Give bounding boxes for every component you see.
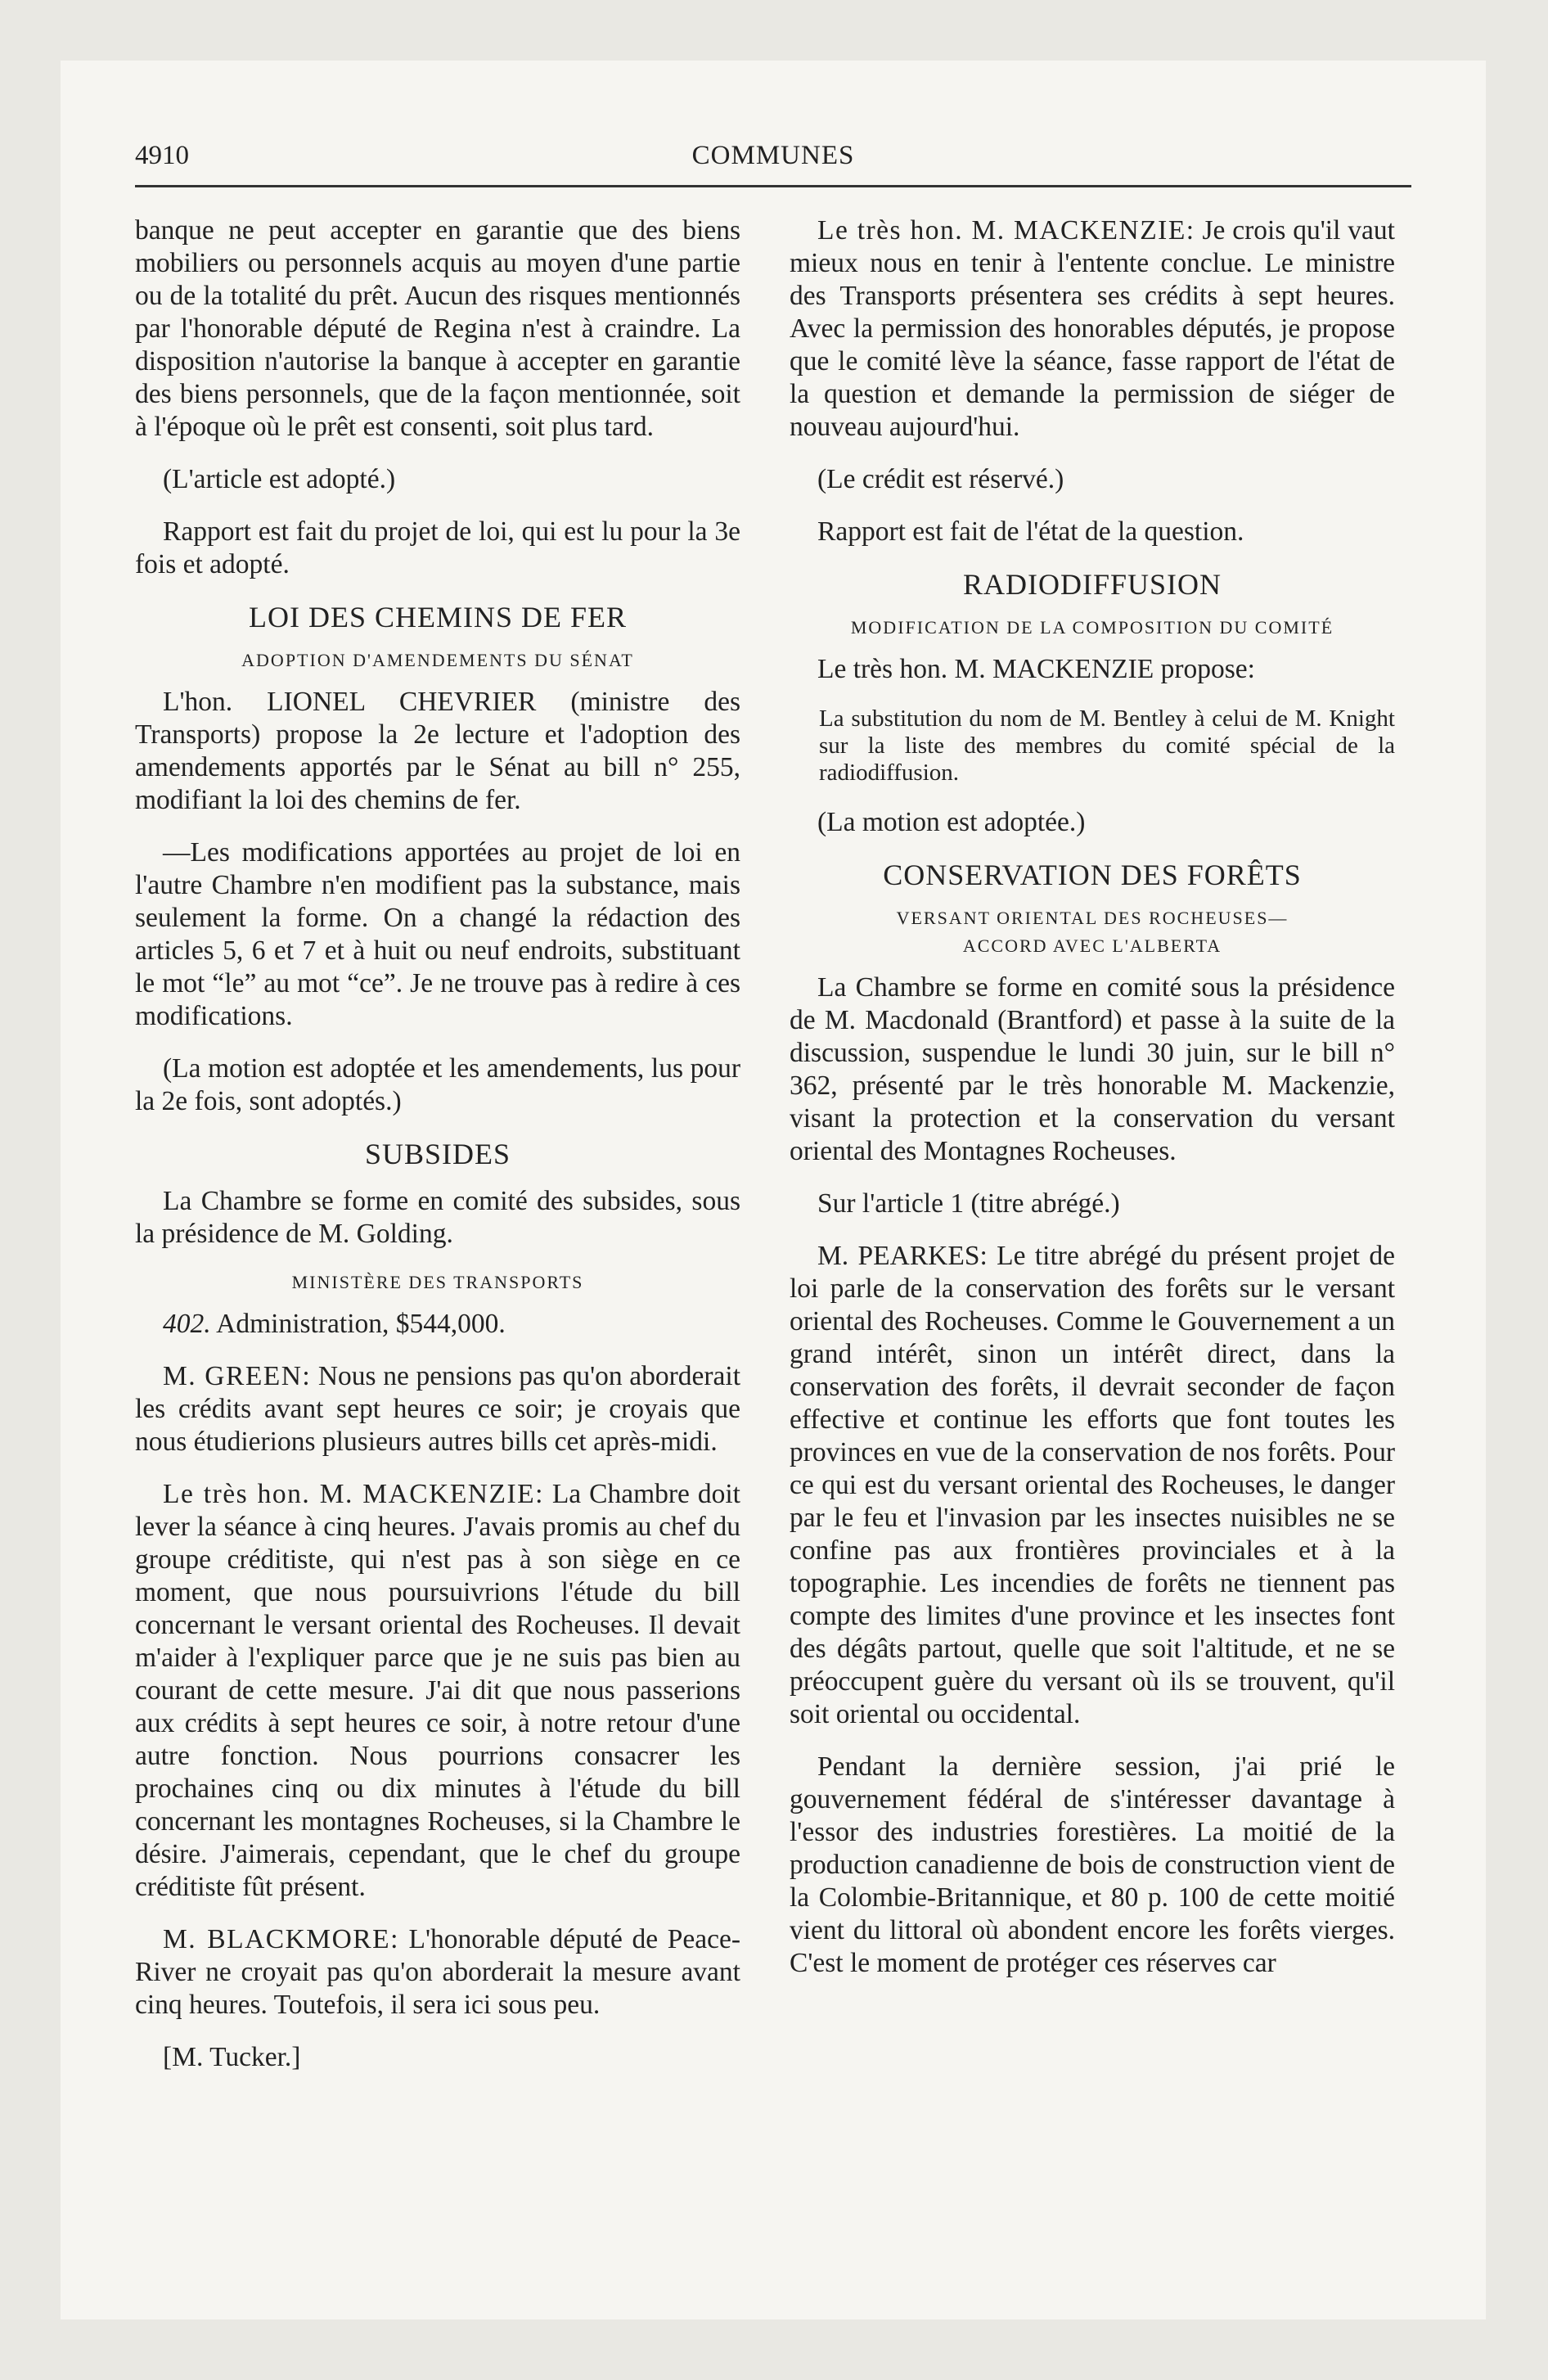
paragraph: La Chambre se forme en comité sous la présidence de M. Macdonald (Brantford) et passe à la suite de la discussion, suspendue le lundi 30 juin, sur le bill n° 362, présenté par le très honorable M. Mackenzie, visant la protection et la conservation du versant oriental des Montagnes Rocheuses.: [790, 972, 1395, 1166]
paragraph: Rapport est fait de l'état de la question.: [817, 516, 1244, 547]
paragraph: banque ne peut accepter en garantie que des biens mobiliers ou personnels acquis au moyen d'une partie ou de la totalité du prêt. Aucun des risques mentionnés par l'honorable député de Regina n'est à craindre. La disposition n'autorise la banque à accepter en garantie des biens personnels, que de la façon mentionnée, soit à l'époque où le prêt est consenti, soit plus tard.: [135, 215, 740, 442]
vote-item: [135, 1308, 740, 1341]
paragraph: Sur l'article 1 (titre abrégé.): [817, 1188, 1120, 1219]
running-title: COMMUNES: [691, 141, 855, 170]
speaker-name: L'hon. LIONEL CHEVRIER: [163, 687, 537, 717]
paragraph: [135, 1923, 740, 2022]
speech-text: La Chambre doit lever la séance à cinq heures. J'avais promis au chef du groupe créditiste, qui n'est pas à son siège en ce moment, que nous poursuivrions l'étude du bill concernant le versant oriental des Rocheuses. Il devait m'aider à l'expliquer parce que je ne suis pas bien au courant de cette mesure. J'ai dit que nous passerions aux crédits à sept heures ce soir, à notre retour d'une autre fonction. Nous pourrions consacrer les prochaines cinq ou dix minutes à l'étude du bill concernant les montagnes Rocheuses, si la Chambre le désire. J'aimerais, cependant, que le chef du groupe créditiste fût présent.: [135, 1479, 740, 1902]
page-number: 4910: [135, 141, 189, 170]
speaker-name: M. GREEN:: [163, 1361, 312, 1391]
section-heading: SUBSIDES: [364, 1138, 511, 1170]
section-subheading: MINISTÈRE DES TRANSPORTS: [291, 1272, 584, 1292]
paragraph: (La motion est adoptée.): [817, 807, 1086, 837]
paragraph: (L'article est adopté.): [163, 464, 396, 494]
speaker-name: M. BLACKMORE:: [163, 1924, 399, 1954]
item-text: Administration, $544,000.: [210, 1309, 506, 1339]
page-header: [135, 136, 1411, 187]
paragraph: Rapport est fait du projet de loi, qui est lu pour la 3e fois et adopté.: [135, 516, 740, 579]
section-heading: LOI DES CHEMINS DE FER: [248, 601, 627, 633]
motion-text: La substitution du nom de M. Bentley à celui de M. Knight sur la liste des membres du comité spécial de la radiodiffusion.: [819, 705, 1395, 786]
section-subheading: MODIFICATION DE LA COMPOSITION DU COMITÉ: [850, 617, 1334, 638]
paragraph: [135, 686, 740, 817]
speaker-name: Le très hon. M. MACKENZIE:: [817, 215, 1195, 246]
speaker-name: M. PEARKES:: [817, 1241, 988, 1271]
speech-text: Le titre abrégé du présent projet de loi parle de la conservation des forêts sur le versant oriental des Rocheuses. Comme le Gouvernement a un grand intérêt, sinon un intérêt direct, dans la conservation des forêts, il devrait seconder de façon effective et continue les efforts que font toutes les provinces en vue de la conservation de nos forêts. Pour ce qui est du versant oriental des Rocheuses, le danger par le feu et l'invasion par les insectes nuisibles ne se confine pas aux frontières provinciales et à la topographie. Les incendies de forêts ne tiennent pas compte des limites d'une province et les insectes font des dégâts partout, quelle que soit l'altitude, et ne se préoccupent guère du versant où ils se trouvent, qu'il soit oriental ou occidental.: [790, 1241, 1395, 1729]
paragraph: [790, 214, 1395, 444]
paragraph: Pendant la dernière session, j'ai prié le gouvernement fédéral de s'intéresser davantage à l'essor des industries forestières. La moitié de la production canadienne de bois de construction vient de la Colombie-Britannique, et 80 p. 100 de cette moitié vient du littoral où abondent encore les forêts vierges. C'est le moment de protéger ces réserves car: [790, 1751, 1395, 1978]
speaker-name: Le très hon. M. MACKENZIE:: [163, 1479, 544, 1509]
speech-text: Nous ne pensions pas qu'on aborderait les crédits avant sept heures ce soir; je croyais que nous étudierions plusieurs autres bills cet après-midi.: [135, 1361, 741, 1457]
speech-text: Je crois qu'il vaut mieux nous en tenir à l'entente conclue. Le ministre des Transports présentera ses crédits à sept heures. Avec la permission des honorables députés, je propose que le comité lève la séance, fasse rapport de l'état de la question et demande la permission de siéger de nouveau aujourd'hui.: [790, 215, 1395, 442]
paragraph: —Les modifications apportées au projet de loi en l'autre Chambre n'en modifient pas la substance, mais seulement la forme. On a changé la rédaction des articles 5, 6 et 7 et à huit ou neuf endroits, substituant le mot “le” au mot “ce”. Je ne trouve pas à redire à ces modifications.: [135, 837, 740, 1031]
item-number: 402.: [163, 1309, 211, 1339]
speech-text: L'honorable député de Peace-River ne croyait pas qu'on aborderait la mesure avant cinq heures. Toutefois, il sera ici sous peu.: [135, 1924, 740, 2020]
speech-text: (ministre des Transports) propose la 2e lecture et l'adoption des amendements apportés par le Sénat au bill n° 255, modifiant la loi des chemins de fer.: [135, 687, 741, 815]
section-heading: CONSERVATION DES FORÊTS: [883, 859, 1302, 891]
paragraph: La Chambre se forme en comité des subsides, sous la présidence de M. Golding.: [135, 1186, 740, 1249]
section-subheading: ADOPTION D'AMENDEMENTS DU SÉNAT: [241, 650, 634, 670]
section-subheading: ACCORD AVEC L'ALBERTA: [962, 935, 1222, 956]
paragraph: [135, 1478, 740, 1904]
paragraph: (Le crédit est réservé.): [817, 464, 1064, 494]
paragraph: (La motion est adoptée et les amendements, lus pour la 2e fois, sont adoptés.): [135, 1053, 740, 1116]
paragraph: [135, 1360, 740, 1458]
right-column: [790, 214, 1395, 1999]
section-subheading: VERSANT ORIENTAL DES ROCHEUSES—: [896, 908, 1289, 928]
paragraph: Le très hon. M. MACKENZIE propose:: [817, 654, 1255, 684]
section-heading: RADIODIFFUSION: [962, 568, 1222, 601]
left-column: [135, 214, 740, 2094]
speaker-footer: [M. Tucker.]: [163, 2042, 301, 2072]
paragraph: [790, 1240, 1395, 1731]
